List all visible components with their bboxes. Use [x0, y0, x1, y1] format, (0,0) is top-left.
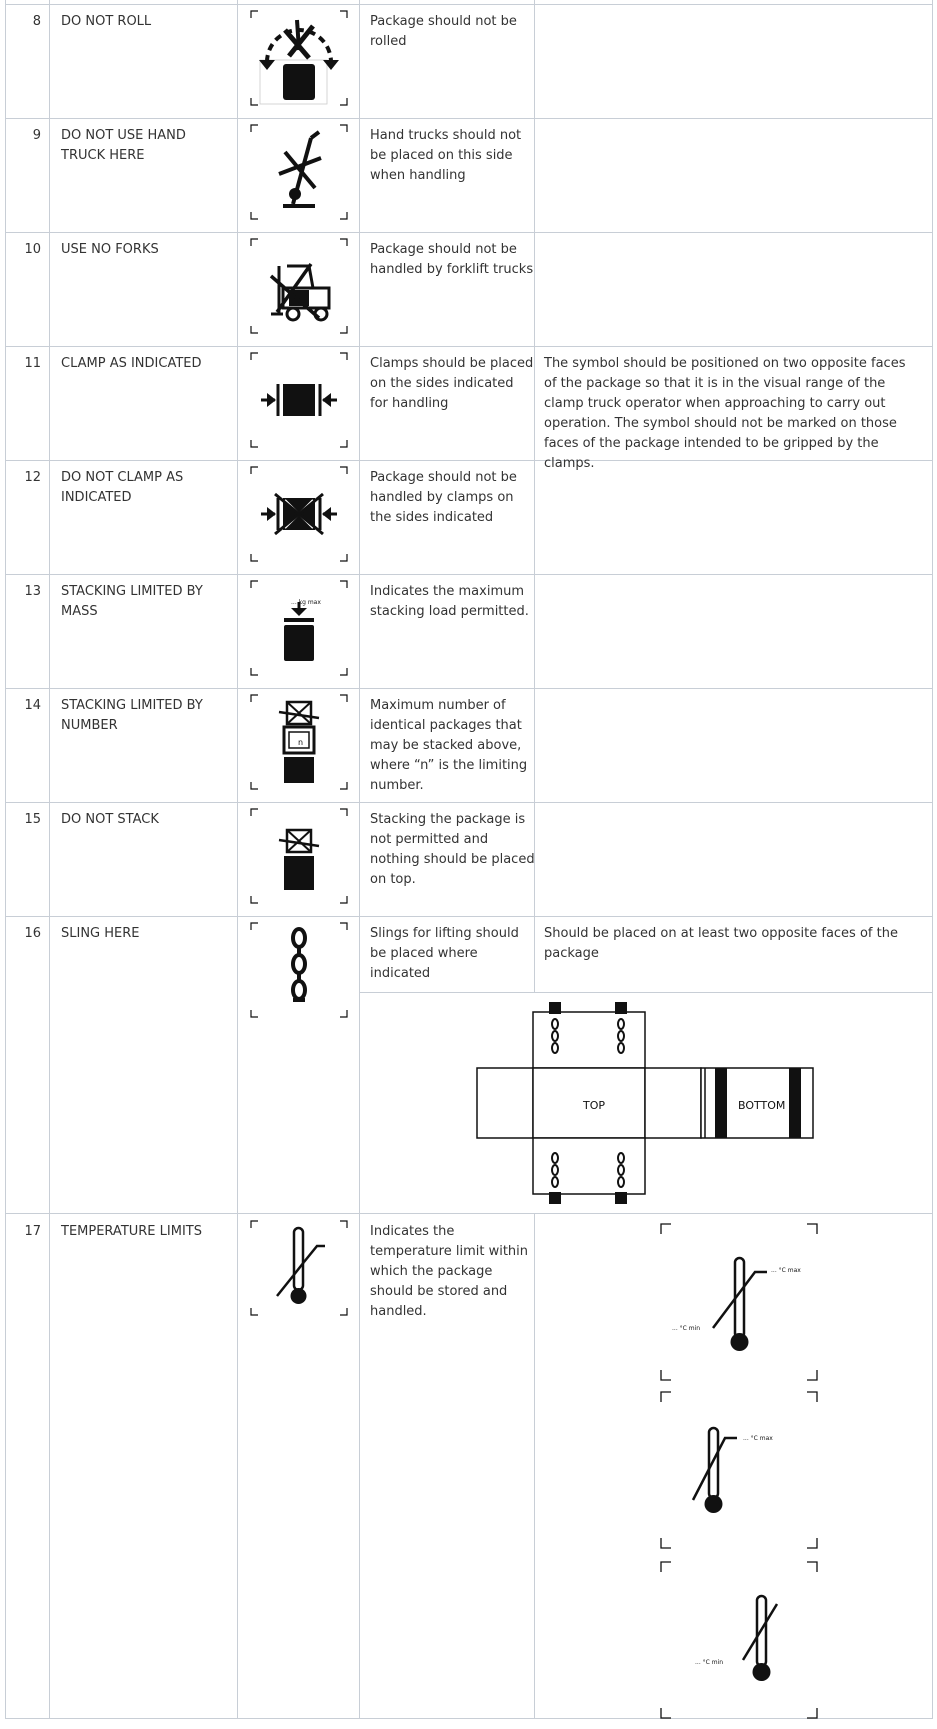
row-number: 14 — [24, 698, 41, 713]
c-min-label: ... °C min — [695, 1659, 724, 1666]
symbol-name: USE NO FORKS — [61, 242, 159, 257]
row-divider — [5, 802, 933, 803]
col-divider — [237, 0, 238, 1719]
bottom-label: BOTTOM — [738, 1099, 786, 1112]
symbol-name: DO NOT CLAMP AS INDICATED — [61, 470, 184, 505]
temperature-icon — [249, 1218, 349, 1318]
col-divider — [932, 0, 933, 1719]
sling-icon — [249, 920, 349, 1020]
clamp-icon — [249, 350, 349, 450]
row-divider — [5, 574, 933, 575]
symbol-name: DO NOT USE HAND TRUCK HERE — [61, 128, 186, 163]
no-forks-icon — [249, 236, 349, 336]
do-not-roll-icon — [249, 8, 349, 108]
temperature-range-variant — [659, 1222, 819, 1382]
row-number: 8 — [32, 14, 41, 29]
row-number: 12 — [24, 470, 41, 485]
symbol-name: STACKING LIMITED BY NUMBER — [61, 698, 203, 733]
symbol-description: Indicates the temperature limit within which the package should be stored and handled. — [370, 1224, 529, 1319]
symbol-description: Indicates the maximum stacking load permitted. — [370, 584, 529, 619]
no-clamp-icon — [249, 464, 349, 564]
symbol-description: Maximum number of identical packages that may be stacked above, where “n” is the limiting number. — [370, 698, 528, 793]
col-divider — [49, 0, 50, 1719]
symbol-name: DO NOT ROLL — [61, 14, 152, 29]
stack-mass-icon — [249, 578, 349, 678]
col-divider — [359, 0, 360, 1719]
row-divider — [5, 4, 933, 5]
symbol-description: Hand trucks should not be placed on this side when handling — [370, 128, 522, 183]
row-divider — [5, 688, 933, 689]
row-number: 13 — [24, 584, 41, 599]
c-max-label: ... °C max — [771, 1267, 801, 1274]
symbol-description: Package should not be handled by clamps on the sides indicated — [370, 470, 517, 525]
row-number: 16 — [24, 926, 41, 941]
row-number: 10 — [24, 242, 41, 257]
col-divider — [5, 0, 6, 1719]
row-divider — [360, 992, 933, 993]
symbol-description: Clamps should be placed on the sides indicated for handling — [370, 356, 534, 411]
top-label: TOP — [583, 1099, 606, 1112]
row-divider — [5, 1213, 933, 1214]
symbol-description: Package should not be rolled — [370, 14, 517, 49]
temperature-min-variant — [659, 1560, 819, 1720]
symbol-name: SLING HERE — [61, 926, 140, 941]
handling-symbols-table — [5, 0, 933, 1729]
row-number: 15 — [24, 812, 41, 827]
temperature-max-variant — [659, 1390, 819, 1550]
symbol-name: DO NOT STACK — [61, 812, 159, 827]
row-divider — [5, 916, 933, 917]
c-min-label: ... °C min — [672, 1325, 701, 1332]
row-divider — [5, 232, 933, 233]
kg-max-label: ... kg max — [291, 599, 321, 606]
no-hand-truck-icon — [249, 122, 349, 222]
symbol-name: TEMPERATURE LIMITS — [61, 1224, 202, 1239]
symbol-name: CLAMP AS INDICATED — [61, 356, 202, 371]
symbol-description: Package should not be handled by forklift trucks — [370, 242, 534, 277]
row-divider — [5, 118, 933, 119]
symbol-description: Stacking the package is not permitted and nothing should be placed on top. — [370, 812, 535, 887]
symbol-name: STACKING LIMITED BY MASS — [61, 584, 203, 619]
row-number: 11 — [24, 356, 41, 371]
row-number: 9 — [32, 128, 41, 143]
row-number: 17 — [24, 1224, 41, 1239]
no-stack-icon — [249, 806, 349, 906]
symbol-description: Slings for lifting should be placed where indicated — [370, 926, 519, 981]
row-divider — [5, 346, 933, 347]
symbol-note: The symbol should be positioned on two opposite faces of the package so that it is in the visual range of the clamp truck operator when approaching to carry out operation. The symbol should not be marked on those faces of the package intended to be gripped by the clamps. — [544, 356, 906, 471]
symbol-note: Should be placed on at least two opposite faces of the package — [544, 926, 898, 961]
n-label: n — [298, 738, 304, 747]
c-max-label: ... °C max — [743, 1435, 773, 1442]
